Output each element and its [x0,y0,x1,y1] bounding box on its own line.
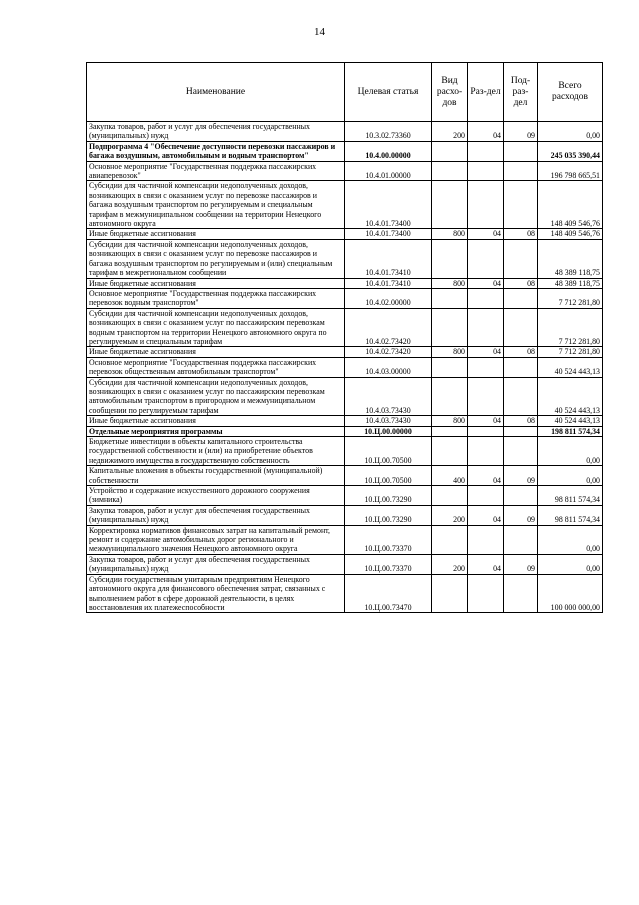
table-row [87,278,603,288]
row-total: 0,00 [538,437,603,466]
row-name: Субсидии для частичной компенсации недополученных доходов, возникающих в связи с оказанием услуг по перевозке пассажиров и багажа воздушным транспортом по регулируемым и (или) специальным тарифам в межрегиональном сообщении [87,239,345,278]
row-target: 10.Ц.00.00000 [345,426,432,436]
row-name: Субсидии для частичной компенсации недополученных доходов, возникающих в связи с оказанием услуг по пассажирским перевозкам автомобильным транспортом в пригородном и межмуниципальном сообщении по регулируемым тарифам [87,377,345,416]
row-subsection: 09 [504,466,538,486]
table-row [87,437,603,466]
row-name: Корректировка нормативов финансовых затрат на капитальный ремонт, ремонт и содержание автомобильных дорог регионального и межмуниципального значения Ненецкого автономного округа [87,525,345,554]
header-target: Целевая статья [345,63,432,122]
row-type [432,141,468,161]
row-total: 0,00 [538,525,603,554]
table-row [87,161,603,181]
row-total: 198 811 574,34 [538,426,603,436]
row-section [468,437,504,466]
row-name: Иные бюджетные ассигнования [87,416,345,426]
row-name: Основное мероприятие "Государственная поддержка пассажирских перевозок водным транспортом" [87,288,345,308]
row-target: 10.3.02.73360 [345,122,432,142]
row-type: 400 [432,466,468,486]
row-subsection [504,357,538,377]
row-target: 10.Ц.00.70500 [345,437,432,466]
row-target: 10.4.01.00000 [345,161,432,181]
row-name: Иные бюджетные ассигнования [87,347,345,357]
row-target: 10.4.01.73410 [345,278,432,288]
table-row [87,377,603,416]
budget-table [86,62,603,613]
row-total: 7 712 281,80 [538,308,603,347]
row-section [468,141,504,161]
row-type [432,181,468,229]
row-name: Бюджетные инвестиции в объекты капитального строительства государственной собственности и (или) на приобретение объектов недвижимого имущества в государственную собственность [87,437,345,466]
row-section [468,308,504,347]
table-row [87,357,603,377]
row-total: 40 524 443,13 [538,416,603,426]
row-section: 04 [468,278,504,288]
table-row [87,554,603,574]
row-name: Отдельные мероприятия программы [87,426,345,436]
row-subsection [504,377,538,416]
table-row [87,239,603,278]
row-total: 245 035 390,44 [538,141,603,161]
row-type: 800 [432,229,468,239]
row-type: 200 [432,554,468,574]
row-name: Иные бюджетные ассигнования [87,278,345,288]
row-type: 200 [432,122,468,142]
row-total: 0,00 [538,466,603,486]
row-type [432,161,468,181]
row-type [432,357,468,377]
row-subsection [504,181,538,229]
row-target: 10.4.01.73400 [345,229,432,239]
table-row [87,288,603,308]
row-section [468,181,504,229]
row-target: 10.4.01.73400 [345,181,432,229]
row-subsection: 08 [504,278,538,288]
table-row [87,308,603,347]
row-total: 98 811 574,34 [538,505,603,525]
row-section: 04 [468,229,504,239]
table-row [87,525,603,554]
row-target: 10.4.02.73420 [345,347,432,357]
row-total: 148 409 546,76 [538,181,603,229]
row-subsection [504,308,538,347]
row-name: Устройство и содержание искусственного дорожного сооружения (зимника) [87,486,345,506]
row-section: 04 [468,554,504,574]
row-name: Закупка товаров, работ и услуг для обеспечения государственных (муниципальных) нужд [87,505,345,525]
row-total: 0,00 [538,554,603,574]
table-row [87,426,603,436]
table-header-row [87,63,603,122]
row-type [432,426,468,436]
row-subsection [504,437,538,466]
row-type [432,574,468,613]
row-subsection: 08 [504,347,538,357]
row-section: 04 [468,466,504,486]
row-subsection [504,161,538,181]
header-type: Вид расхо-дов [432,63,468,122]
row-type [432,525,468,554]
row-target: 10.4.03.00000 [345,357,432,377]
table-row [87,141,603,161]
row-subsection [504,141,538,161]
row-total: 40 524 443,13 [538,357,603,377]
header-section: Раз-дел [468,63,504,122]
row-subsection [504,574,538,613]
row-name: Основное мероприятие "Государственная поддержка пассажирских авиаперевозок" [87,161,345,181]
row-total: 148 409 546,76 [538,229,603,239]
row-total: 0,00 [538,122,603,142]
row-subsection [504,288,538,308]
table-row [87,486,603,506]
row-section [468,161,504,181]
row-total: 196 798 665,51 [538,161,603,181]
table-row [87,416,603,426]
row-target: 10.Ц.00.73370 [345,525,432,554]
row-target: 10.Ц.00.73290 [345,486,432,506]
row-name: Подпрограмма 4 "Обеспечение доступности перевозки пассажиров и багажа воздушным, автомобильным и водным транспортом" [87,141,345,161]
row-type: 800 [432,416,468,426]
row-section: 04 [468,416,504,426]
table-row [87,574,603,613]
row-type [432,486,468,506]
row-subsection: 08 [504,229,538,239]
table-row [87,181,603,229]
row-section [468,239,504,278]
row-target: 10.4.01.73410 [345,239,432,278]
row-target: 10.4.00.00000 [345,141,432,161]
row-name: Основное мероприятие "Государственная поддержка пассажирских перевозок общественным автомобильным транспортом" [87,357,345,377]
row-name: Субсидии для частичной компенсации недополученных доходов, возникающих в связи с оказанием услуг по пассажирским перевозкам водным транспортом на территории Ненецкого автономного округа по регулируемым и специальным тарифам [87,308,345,347]
row-type [432,308,468,347]
row-section [468,288,504,308]
row-subsection: 08 [504,416,538,426]
row-type [432,437,468,466]
table-row [87,466,603,486]
row-subsection [504,525,538,554]
row-section [468,574,504,613]
row-subsection: 09 [504,554,538,574]
row-type [432,239,468,278]
row-subsection [504,486,538,506]
table-row [87,229,603,239]
row-name: Закупка товаров, работ и услуг для обеспечения государственных (муниципальных) нужд [87,122,345,142]
row-section: 04 [468,505,504,525]
row-name: Субсидии государственным унитарным предприятиям Ненецкого автономного округа для финансового обеспечения затрат, связанных с выполнением работ в сфере дорожной деятельности, в целях восстановления их платежеспособности [87,574,345,613]
row-target: 10.Ц.00.73470 [345,574,432,613]
row-total: 98 811 574,34 [538,486,603,506]
row-total: 40 524 443,13 [538,377,603,416]
row-total: 7 712 281,80 [538,288,603,308]
row-total: 48 389 118,75 [538,239,603,278]
table-row [87,347,603,357]
row-type [432,377,468,416]
header-total: Всего расходов [538,63,603,122]
row-target: 10.4.02.73420 [345,308,432,347]
row-name: Капитальные вложения в объекты государственной (муниципальной) собственности [87,466,345,486]
row-section [468,377,504,416]
row-section [468,357,504,377]
page-number: 14 [314,26,325,38]
row-total: 100 000 000,00 [538,574,603,613]
row-subsection [504,426,538,436]
row-target: 10.Ц.00.73290 [345,505,432,525]
row-target: 10.4.02.00000 [345,288,432,308]
row-type [432,288,468,308]
row-target: 10.Ц.00.73370 [345,554,432,574]
row-subsection: 09 [504,505,538,525]
table-row [87,122,603,142]
row-target: 10.4.03.73430 [345,416,432,426]
row-subsection: 09 [504,122,538,142]
row-target: 10.4.03.73430 [345,377,432,416]
row-target: 10.Ц.00.70500 [345,466,432,486]
row-section [468,486,504,506]
row-section: 04 [468,347,504,357]
header-name: Наименование [87,63,345,122]
row-name: Субсидии для частичной компенсации недополученных доходов, возникающих в связи с оказанием услуг по перевозке пассажиров и багажа воздушным транспортом по регулируемым и специальным тарифам в межмуниципальном сообщении на территории Ненецкого автономного округа [87,181,345,229]
row-name: Закупка товаров, работ и услуг для обеспечения государственных (муниципальных) нужд [87,554,345,574]
row-section [468,525,504,554]
row-name: Иные бюджетные ассигнования [87,229,345,239]
row-total: 48 389 118,75 [538,278,603,288]
row-section [468,426,504,436]
row-subsection [504,239,538,278]
header-subsection: Под-раз-дел [504,63,538,122]
row-type: 800 [432,278,468,288]
row-type: 800 [432,347,468,357]
row-type: 200 [432,505,468,525]
row-total: 7 712 281,80 [538,347,603,357]
row-section: 04 [468,122,504,142]
table-row [87,505,603,525]
